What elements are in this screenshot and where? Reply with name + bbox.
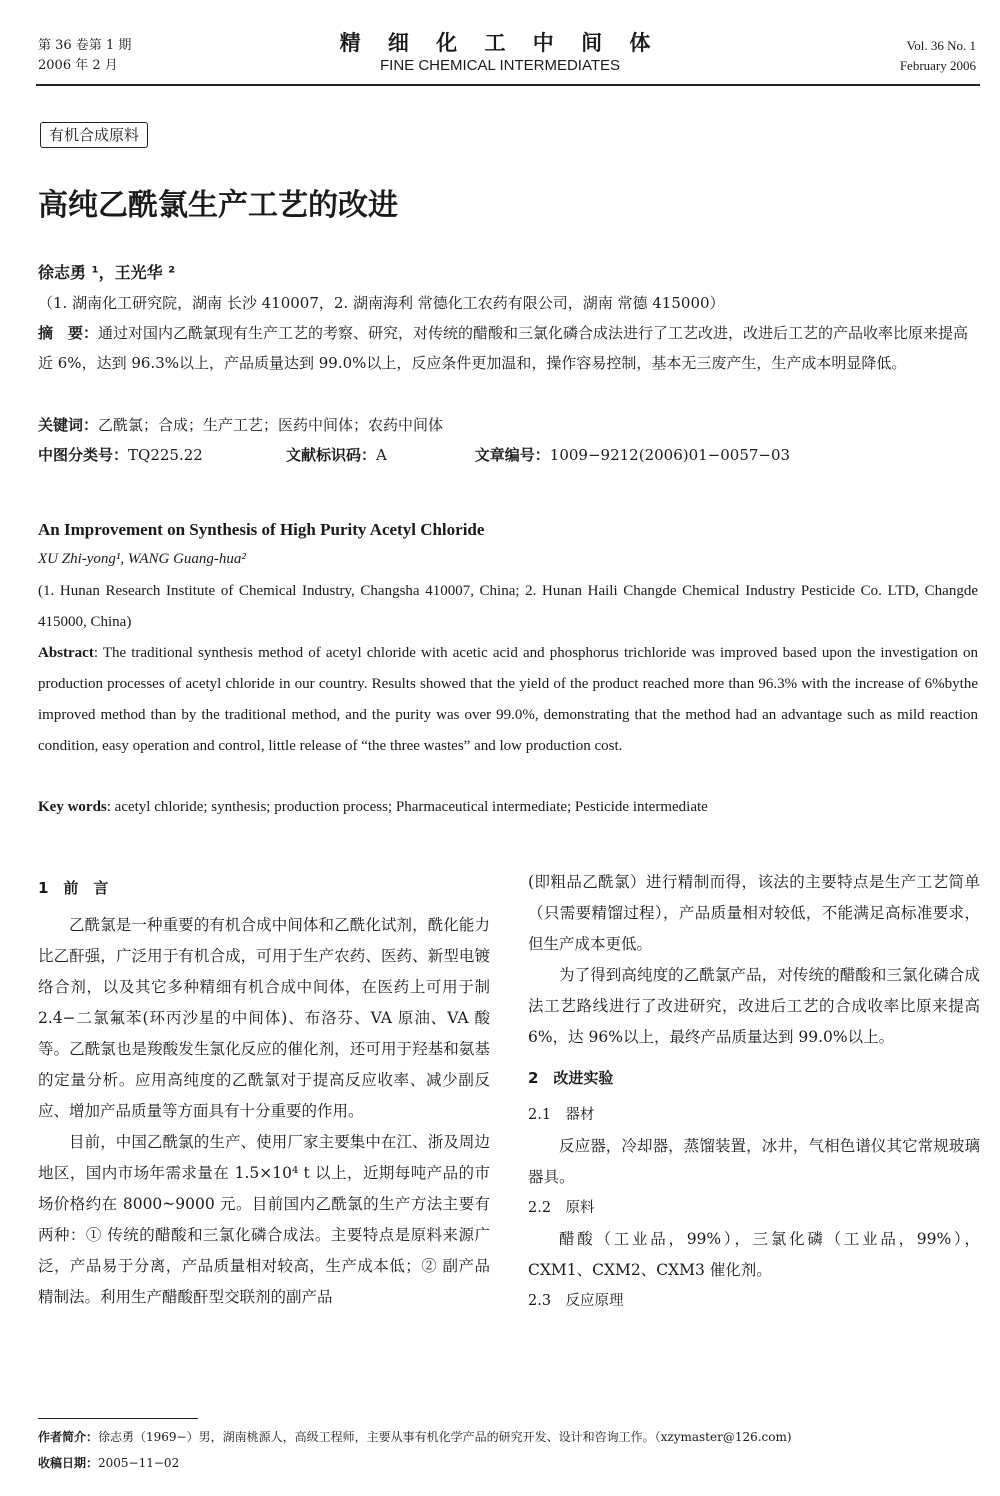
clc-value: TQ225.22 — [128, 446, 203, 464]
abstract-cn-label: 摘 要： — [38, 324, 99, 342]
keywords-cn-label: 关键词： — [38, 416, 99, 434]
received-text: 2005−11−02 — [98, 1456, 180, 1470]
paper-title-cn: 高纯乙酰氯生产工艺的改进 — [38, 188, 398, 223]
header-volume-cn — [38, 36, 131, 76]
left-paragraph-1: 乙酰氯是一种重要的有机合成中间体和乙酰化试剂，酰化能力比乙酐强，广泛用于有机合成，可用于生产农药、医药、新型电镀络合剂，以及其它多种精细有机合成中间体，在医药上可用于制 2.4−二氯氟苯(环丙沙星的中间体)、布洛芬、VA 原油、VA 酸等。乙酰氯也是羧酸发生氯化反应的催化剂，还可用于羟基和氨基的定量分析。应用高纯度的乙酰氯对于提高反应收率、减少副反应、增加产品质量等方面具有十分重要的作用。 — [38, 916, 490, 1120]
authors-cn: 徐志勇 ¹，王光华 ² — [38, 263, 176, 282]
abstract-en — [38, 638, 978, 762]
body-right-column — [528, 867, 980, 1317]
abstract-cn-text: 通过对国内乙酰氯现有生产工艺的考察、研究，对传统的醋酸和三氯化磷合成法进行了工艺改进，改进后工艺的产品收率比原来提高近 6%，达到 96.3%以上，产品质量达到 99.0%以上，反应条件更加温和，操作容易控制，基本无三废产生，生产成本明显降低。 — [38, 324, 969, 372]
received-date — [38, 1450, 978, 1476]
affiliation-cn: （1. 湖南化工研究院，湖南 长沙 410007，2. 湖南海利 常德化工农药有限公司，湖南 常德 415000） — [38, 294, 725, 312]
doc-code-label: 文献标识码： — [286, 446, 377, 464]
author-bio-text: 徐志勇（1969−）男，湖南桃源人，高级工程师，主要从事有机化学产品的研究开发、设计和咨询工作。（xzymaster@126.com) — [98, 1430, 792, 1444]
paper-title-en: An Improvement on Synthesis of High Purity Acetyl Chloride — [38, 520, 485, 539]
volume-cn: 第 36 卷第 1 期 — [38, 38, 132, 53]
footnote-rule — [38, 1418, 198, 1419]
subsection-2-1-heading: 2.1 器材 — [528, 1107, 595, 1123]
journal-name-cn: 精 细 化 工 中 间 体 — [339, 31, 661, 55]
clc-label: 中图分类号： — [38, 446, 129, 464]
header-journal — [300, 30, 700, 76]
journal-name-en: FINE CHEMICAL INTERMEDIATES — [379, 57, 621, 74]
author-bio-label: 作者简介： — [38, 1430, 99, 1444]
right-paragraph-1: (即粗品乙酰氯）进行精制而得，该法的主要特点是生产工艺简单（只需要精馏过程），产品质量相对较低，不能满足高标准要求，但生产成本更低。 — [528, 873, 980, 953]
doc-code-value: A — [376, 446, 387, 464]
subsection-2-3-heading: 2.3 反应原理 — [528, 1293, 624, 1309]
keywords-en-label: Key words — [38, 799, 107, 815]
affiliation-en: (1. Hunan Research Institute of Chemical Industry, Changsha 410007, China; 2. Hunan Haili Changde Chemical Industry Pesticide Co. LTD, Changde 415000, China) — [38, 583, 978, 630]
keywords-en — [38, 792, 978, 823]
received-label: 收稿日期： — [38, 1456, 99, 1470]
section-2-heading: 2 改进实验 — [528, 1069, 614, 1087]
author-bio — [38, 1424, 978, 1450]
body-left-column — [38, 867, 490, 1313]
subsection-2-1-text: 反应器，冷却器，蒸馏装置，冰井，气相色谱仪其它常规玻璃器具。 — [528, 1137, 980, 1186]
date-en: February 2006 — [899, 58, 976, 73]
left-paragraph-2: 目前，中国乙酰氯的生产、使用厂家主要集中在江、浙及周边地区，国内市场年需求量在 1.5×10⁴ t 以上，近期每吨产品的市场价格约在 8000~9000 元。目前国内乙酰氯的生产方法主要有两种：① 传统的醋酸和三氯化磷合成法。主要特点是原料来源广泛，产品易于分离，产品质量相对较高，生产成本低；② 副产品精制法。利用生产醋酸酐型交联剂的副产品 — [38, 1133, 490, 1306]
keywords-en-text: : acetyl chloride; synthesis; production process; Pharmaceutical intermediate; Pesticide intermediate — [106, 799, 708, 815]
keywords-cn — [38, 410, 978, 440]
section-1-heading: 1 前 言 — [38, 879, 109, 897]
abstract-en-label: Abstract — [38, 645, 94, 661]
classification-line — [38, 440, 978, 470]
subsection-2-2-text: 醋酸（工业品，99%），三氯化磷（工业品，99%），CXM1、CXM2、CXM3 催化剂。 — [528, 1230, 980, 1279]
authors-en: XU Zhi-yong¹, WANG Guang-hua² — [38, 551, 246, 567]
volume-en: Vol. 36 No. 1 — [906, 38, 976, 53]
article-no-value: 1009−9212(2006)01−0057−03 — [549, 446, 791, 464]
keywords-cn-text: 乙酰氯；合成；生产工艺；医药中间体；农药中间体 — [98, 416, 444, 434]
abstract-en-text: : The traditional synthesis method of acetyl chloride with acetic acid and phosphorus trichloride was improved based upon the investigation on production processes of acetyl chloride in our country. Results showed that the yield of the product reached more than 96.3% with the increase of 6%bythe improved method than by the traditional method, and the purity was over 99.0%, demonstrating that the method had an advantage such as mild reaction condition, easy operation and control, little release of “the three wastes” and low production cost. — [38, 645, 978, 754]
right-paragraph-2: 为了得到高纯度的乙酰氯产品，对传统的醋酸和三氯化磷合成法工艺路线进行了改进研究，改进后工艺的合成收率比原来提高 6%，达 96%以上，最终产品质量达到 99.0%以上。 — [528, 966, 980, 1046]
header-volume-en — [900, 36, 976, 76]
footnote — [38, 1424, 978, 1476]
abstract-cn — [38, 318, 978, 378]
section-tag: 有机合成原料 — [40, 122, 148, 148]
subsection-2-2-heading: 2.2 原料 — [528, 1200, 595, 1216]
header-rule — [36, 84, 980, 86]
article-no-label: 文章编号： — [474, 446, 550, 464]
date-cn: 2006 年 2 月 — [38, 58, 118, 73]
